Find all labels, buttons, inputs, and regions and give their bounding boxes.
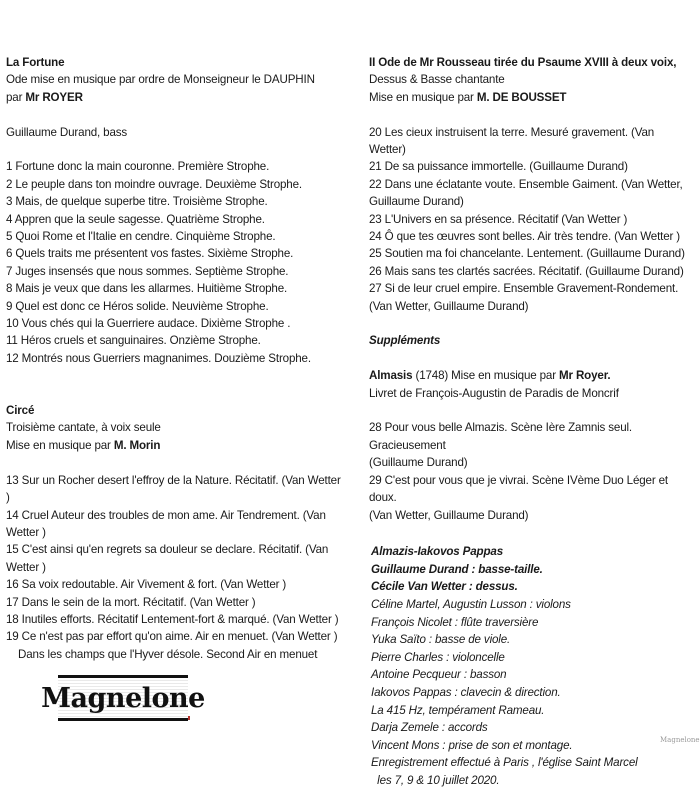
almasis-title: Almasis [369, 369, 413, 383]
credit-item: Iakovos Pappas : clavecin & direction. [371, 686, 561, 700]
fortune-title: La Fortune [6, 56, 65, 69]
credit-item: Yuka Saïto : basse de viole. [371, 633, 511, 647]
credit-lead: Guillaume Durand : basse-taille. [371, 562, 543, 576]
ode-composer-name: M. DE BOUSSET [476, 90, 567, 104]
credit-item: Enregistrement effectué à Paris , l'église Saint Marcel [371, 756, 638, 770]
track-item: 6 Quels traits me présentent vos fastes. Sixième Strophe. [6, 247, 294, 261]
track-item: 9 Quel est donc ce Héros solide. Neuvième Strophe. [6, 299, 269, 313]
magnelone-logo [41, 675, 205, 721]
track-item: 17 Dans le sein de la mort. Récitatif. (Van Wetter ) [6, 595, 256, 609]
ode-composer-prefix: Mise en musique par [369, 90, 477, 104]
fortune-subtitle: Ode mise en musique par ordre de Monseigneur le DAUPHIN [6, 73, 315, 87]
track-item: 27 Si de leur cruel empire. Ensemble Gravement-Rondement. [369, 282, 679, 296]
track-item-continuation: Dans les champs que l'Hyver désole. Second Air en menuet [18, 647, 318, 661]
track-item: 8 Mais je veux que dans les allarmes. Huitième Strophe. [6, 282, 288, 296]
track-item: (Van Wetter, Guillaume Durand) [369, 299, 529, 313]
track-item: 5 Quoi Rome et l'Italie en cendre. Cinquième Strophe. [6, 230, 276, 244]
track-item: 2 Le peuple dans ton moindre ouvrage. Deuxième Strophe. [6, 177, 302, 191]
track-item: 21 De sa puissance immortelle. (Guillaume Durand) [369, 160, 628, 174]
credit-item: Pierre Charles : violoncelle [371, 650, 505, 664]
logo-text: Magnelone [41, 682, 205, 714]
credit-lead: Cécile Van Wetter : dessus. [371, 580, 518, 594]
fortune-composer-name: Mr ROYER [25, 90, 83, 104]
track-item: (Van Wetter, Guillaume Durand) [369, 508, 529, 522]
track-item: 18 Inutiles efforts. Récitatif Lentement-fort & marqué. (Van Wetter ) [6, 612, 339, 626]
almasis-librettist: Livret de François-Augustin de Paradis de Moncrif [369, 386, 619, 400]
fortune-composer-line [6, 89, 342, 106]
right-column [369, 54, 691, 790]
track-item: 10 Vous chés qui la Guerriere audace. Dixième Strophe . [6, 317, 291, 331]
credit-item: Céline Martel, Augustin Lusson : violons [371, 598, 571, 612]
track-item: 1 Fortune donc la main couronne. Première Strophe. [6, 160, 270, 174]
track-item: 12 Montrés nous Guerriers magnanimes. Douzième Strophe. [6, 351, 311, 365]
track-item: 29 C'est pour vous que je vivrai. Scène IVème Duo Léger et doux. [369, 473, 668, 505]
credit-item: Darja Zemele : accords [371, 721, 488, 735]
track-item: 7 Juges insensés que nous sommes. Septième Strophe. [6, 264, 289, 278]
watermark-logo [660, 736, 700, 744]
circe-subtitle: Troisième cantate, à voix seule [6, 421, 161, 435]
track-item: 4 Appren que la seule sagesse. Quatrième Strophe. [6, 212, 265, 226]
track-item: 19 Ce n'est pas par effort qu'on aime. Air en menuet. (Van Wetter ) [6, 630, 338, 644]
circe-track-list [6, 472, 342, 663]
circe-composer-line [6, 437, 342, 454]
left-column [6, 54, 342, 663]
fortune-track-list [6, 158, 342, 367]
almasis-line [369, 367, 691, 384]
supplements-title: Suppléments [369, 334, 441, 348]
circe-composer-prefix: Mise en musique par [6, 438, 114, 452]
track-item: Guillaume Durand) [369, 195, 464, 209]
watermark-text: Magnelone [660, 736, 700, 744]
almasis-composer: Mr Royer. [559, 369, 611, 383]
credit-item: Vincent Mons : prise de son et montage. [371, 738, 573, 752]
track-item: 3 Mais, de quelque superbe titre. Troisième Strophe. [6, 195, 268, 209]
track-item: 25 Soutien ma foi chancelante. Lentement. (Guillaume Durand) [369, 247, 685, 261]
fortune-performer: Guillaume Durand, bass [6, 125, 128, 139]
track-item: 22 Dans une éclatante voute. Ensemble Gaiment. (Van Wetter, [369, 177, 683, 191]
almasis-track-list [369, 419, 691, 523]
track-item: 26 Mais sans tes clartés sacrées. Récitatif. (Guillaume Durand) [369, 264, 684, 278]
track-item: (Guillaume Durand) [369, 456, 468, 470]
credits-list [369, 543, 691, 789]
ode-title: II Ode de Mr Rousseau tirée du Psaume XVIII à deux voix, [369, 56, 677, 69]
credit-item: les 7, 9 & 10 juillet 2020. [371, 774, 500, 788]
track-item: 15 C'est ainsi qu'en regrets sa douleur se declare. Récitatif. (Van Wetter ) [6, 543, 329, 574]
almasis-year: (1748) Mise en musique par [412, 369, 560, 383]
circe-title: Circé [6, 404, 35, 418]
ode-track-list [369, 124, 691, 315]
fortune-composer-prefix: par [6, 90, 26, 104]
credit-item: La 415 Hz, tempérament Rameau. [371, 703, 545, 717]
circe-composer-name: M. Morin [113, 438, 161, 452]
ode-composer-line [369, 89, 691, 106]
track-item: 14 Cruel Auteur des troubles de mon ame. Air Tendrement. (Van Wetter ) [6, 508, 326, 539]
credit-item: François Nicolet : flûte traversière [371, 615, 539, 629]
track-item: 20 Les cieux instruisent la terre. Mesuré gravement. (Van Wetter) [369, 125, 655, 157]
credit-item: Antoine Pecqueur : basson [371, 668, 507, 682]
track-item: 11 Héros cruels et sanguinaires. Onzième Strophe. [6, 334, 261, 348]
track-item: 24 Ô que tes œuvres sont belles. Air très tendre. (Van Wetter ) [369, 230, 681, 244]
track-item: 13 Sur un Rocher desert l'effroy de la Nature. Récitatif. (Van Wetter ) [6, 473, 341, 505]
ode-subtitle: Dessus & Basse chantante [369, 73, 505, 87]
track-item: 23 L'Univers en sa présence. Récitatif (Van Wetter ) [369, 212, 628, 226]
credit-lead: Almazis-Iakovos Pappas [371, 545, 504, 559]
track-item: 16 Sa voix redoutable. Air Vivement & fort. (Van Wetter ) [6, 578, 287, 592]
track-item: 28 Pour vous belle Almazis. Scène Ière Zamnis seul. Gracieusement [369, 421, 633, 452]
